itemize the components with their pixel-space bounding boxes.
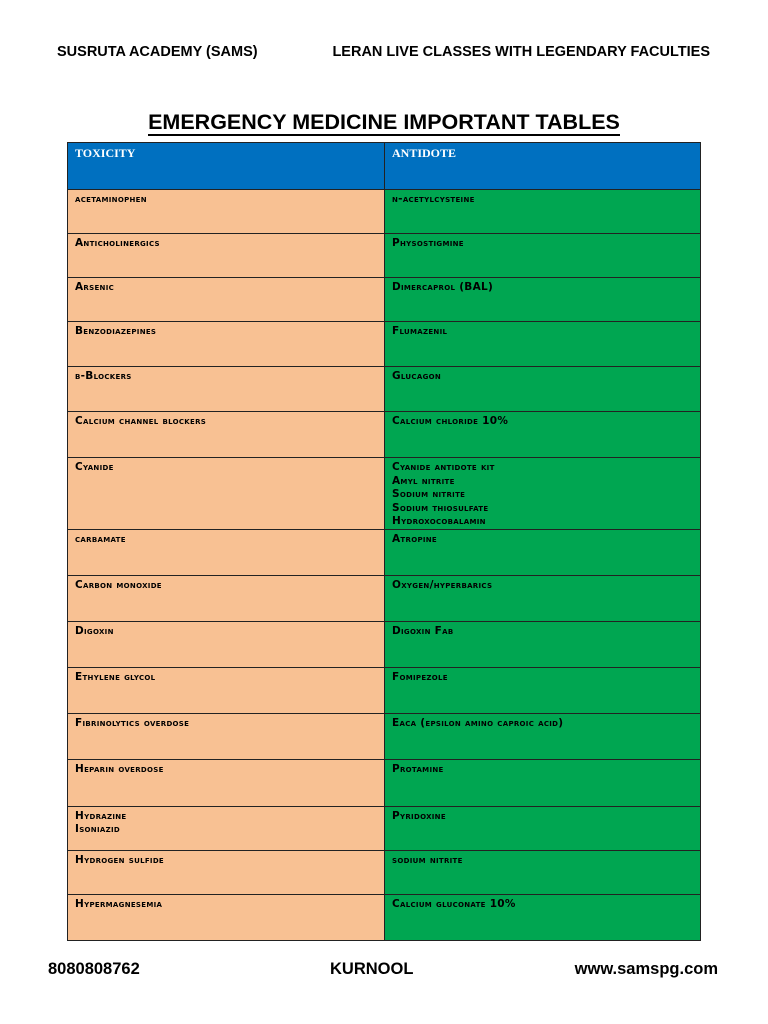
table-row	[68, 575, 701, 621]
toxicity-cell-line: Digoxin	[75, 624, 114, 637]
antidote-cell	[385, 412, 701, 458]
toxicity-cell-line: Heparin overdose	[75, 762, 164, 775]
toxicity-cell	[68, 850, 385, 894]
toxicity-cell	[68, 575, 385, 621]
antidote-cell-line: Physostigmine	[392, 237, 464, 249]
footer-phone: 8080808762	[48, 960, 140, 978]
toxicity-cell	[68, 621, 385, 667]
antidote-cell	[385, 850, 701, 894]
table-header-row	[68, 143, 701, 190]
antidote-cell-line: Atropine	[392, 532, 438, 545]
table-row	[68, 278, 701, 322]
antidote-cell-line: sodium nitrite	[392, 853, 463, 866]
toxicity-cell	[68, 713, 385, 759]
antidote-cell-line: Digoxin Fab	[392, 624, 454, 637]
antidote-cell	[385, 278, 701, 322]
antidote-cell-line: Sodium nitrite	[392, 488, 466, 500]
antidote-cell-line: Cyanide antidote kit	[392, 461, 495, 473]
toxicity-cell-line: Benzodiazepines	[75, 325, 157, 337]
antidote-cell	[385, 458, 701, 530]
toxicity-cell-line: Anticholinergics	[75, 237, 160, 249]
antidote-cell-line: Hydroxocobalamin	[392, 515, 486, 527]
toxicity-cell	[68, 458, 385, 530]
toxicity-cell	[68, 412, 385, 458]
column-header-antidote: ANTIDOTE	[385, 143, 701, 190]
toxicity-cell-line: carbamate	[75, 532, 126, 545]
antidote-cell	[385, 759, 701, 806]
toxicity-cell-line: Isoniazid	[75, 823, 120, 835]
toxicity-cell	[68, 806, 385, 850]
footer-website: www.samspg.com	[574, 960, 718, 978]
table-row	[68, 234, 701, 278]
table-row	[68, 713, 701, 759]
toxicity-cell	[68, 234, 385, 278]
toxicity-cell	[68, 667, 385, 713]
toxicity-cell-line: Fibrinolytics overdose	[75, 716, 190, 729]
antidote-cell	[385, 529, 701, 575]
toxicity-cell-line: Calcium channel blockers	[75, 415, 207, 427]
toxicity-cell-line: Ethylene glycol	[75, 670, 156, 683]
toxicity-cell-line: Hypermagnesemia	[75, 897, 163, 910]
antidote-cell	[385, 234, 701, 278]
toxicity-cell	[68, 529, 385, 575]
antidote-cell	[385, 894, 701, 940]
toxicity-cell	[68, 759, 385, 806]
antidote-cell-line: Calcium gluconate 10%	[392, 897, 516, 910]
toxicity-cell-line: Carbon monoxide	[75, 578, 162, 591]
column-header-toxicity: TOXICITY	[68, 143, 385, 190]
antidote-cell	[385, 621, 701, 667]
toxicity-cell	[68, 367, 385, 412]
antidote-cell-line: Amyl nitrite	[392, 474, 455, 487]
antidote-cell-line: Calcium chloride 10%	[392, 415, 509, 427]
antidote-cell	[385, 806, 701, 850]
table-row	[68, 850, 701, 894]
table-row	[68, 894, 701, 940]
antidote-cell-line: Dimercaprol (BAL)	[392, 281, 494, 293]
toxicity-cell-line: Hydrogen sulfide	[75, 853, 165, 866]
table-row	[68, 412, 701, 458]
table-row	[68, 621, 701, 667]
toxicity-cell-line: Hydrazine	[75, 809, 127, 822]
table-row	[68, 190, 701, 234]
toxicity-cell	[68, 190, 385, 234]
antidote-cell-line: Pyridoxine	[392, 809, 446, 822]
antidote-cell	[385, 575, 701, 621]
antidote-cell	[385, 367, 701, 412]
toxicity-cell	[68, 322, 385, 367]
antidote-cell	[385, 190, 701, 234]
antidote-cell-line: n-acetylcysteine	[392, 193, 475, 205]
header-tagline: LERAN LIVE CLASSES WITH LEGENDARY FACULTIES	[332, 44, 710, 60]
antidote-cell-line: Protamine	[392, 762, 444, 775]
table-row	[68, 529, 701, 575]
antidote-cell-line: Eaca (epsilon amino caproic acid)	[392, 716, 564, 729]
toxicity-cell-line: β-Blockers	[75, 370, 132, 382]
table-row	[68, 806, 701, 850]
antidote-cell-line: Oxygen/hyperbarics	[392, 578, 493, 591]
toxicity-cell-line: Cyanide	[75, 461, 114, 473]
toxicity-cell	[68, 894, 385, 940]
toxicity-cell-line: Arsenic	[75, 281, 115, 293]
table-row	[68, 367, 701, 412]
table-row	[68, 667, 701, 713]
antidote-cell-line: Glucagon	[392, 370, 442, 382]
antidote-cell	[385, 667, 701, 713]
page-title	[0, 110, 768, 135]
footer-city: KURNOOL	[330, 960, 414, 978]
table-row	[68, 322, 701, 367]
antidote-cell	[385, 322, 701, 367]
antidote-cell-line: Sodium thiosulfate	[392, 501, 489, 514]
antidote-table	[67, 142, 701, 941]
toxicity-cell-line: acetaminophen	[75, 193, 147, 205]
antidote-cell-line: Fomipezole	[392, 670, 448, 683]
header-academy-name: SUSRUTA ACADEMY (SAMS)	[57, 44, 258, 60]
antidote-cell	[385, 713, 701, 759]
antidote-cell-line: Flumazenil	[392, 325, 448, 337]
page-title-text: EMERGENCY MEDICINE IMPORTANT TABLES	[148, 110, 620, 134]
toxicity-cell	[68, 278, 385, 322]
table-row	[68, 759, 701, 806]
table-row	[68, 458, 701, 530]
